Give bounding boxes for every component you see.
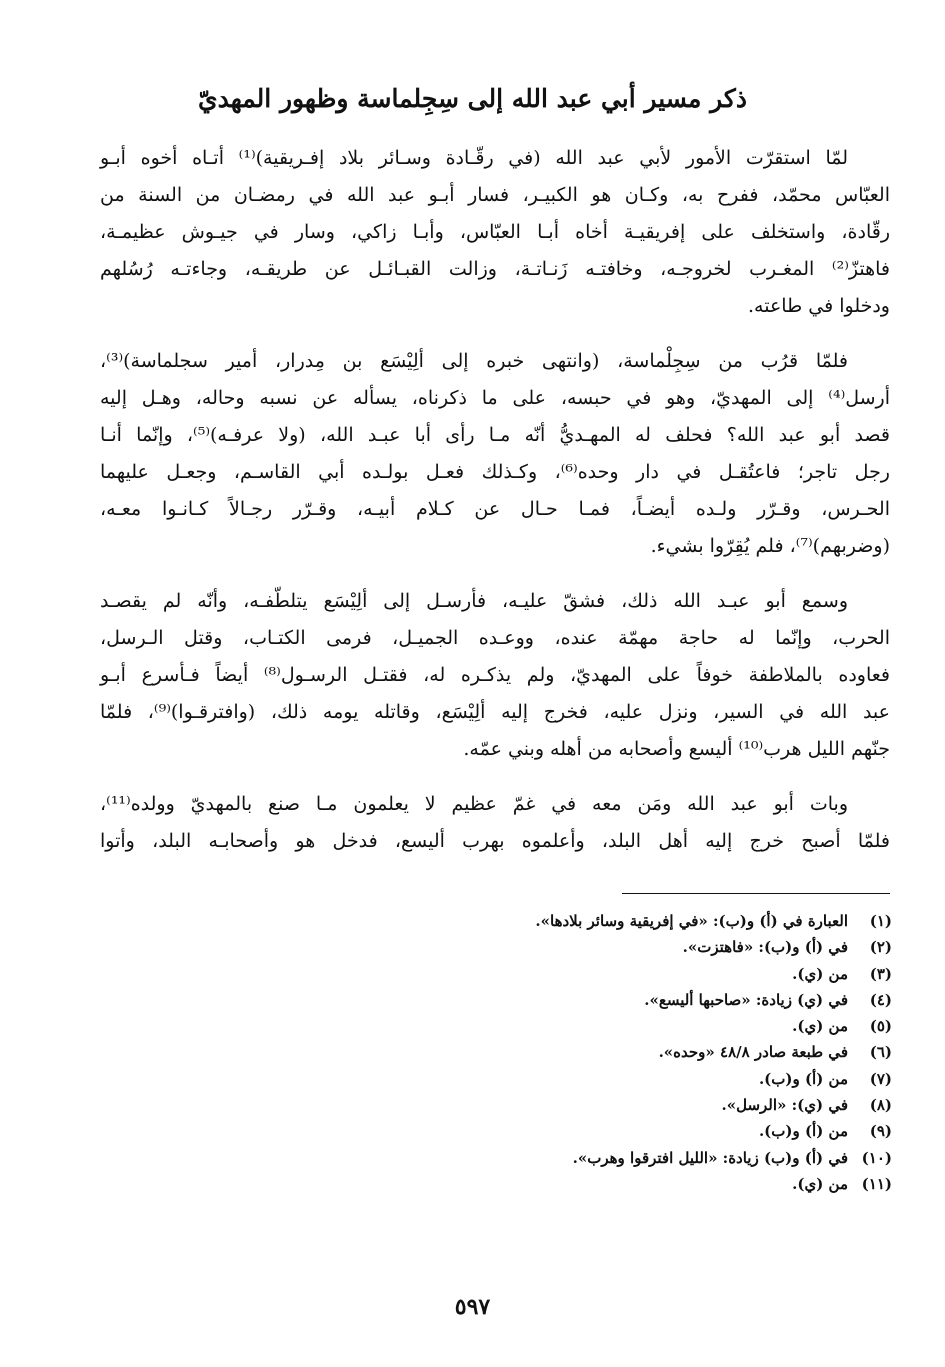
footnote-item: [440, 1013, 892, 1039]
text-line: العبّاس محمّد، ففرح به، وكـان هو الكبيـر، فسار أبـو عبد الله في رمضـان من السنة من: [100, 184, 890, 206]
text-line: قصد أبو عبد الله؟ فحلف له المهـديُّ أنّه مـا رأى أبا عبـد الله، (ولا عرفـه)⁽⁵⁾، وإنّما أنـا: [100, 424, 890, 446]
text-line: فلمّا قرُب من سِجِلْماسة، (وانتهى خبره إلى ألِيْسَع بن مِدرار، أمير سجلماسة)⁽³⁾،: [100, 350, 848, 372]
page-number: ٥٩٧: [454, 1294, 491, 1320]
text-line: وبات أبو عبد الله ومَن معه في غمّ عظيم لا يعلمون مـا صنع بالمهديّ وولده⁽¹¹⁾،: [100, 793, 848, 815]
footnote-item: [440, 1039, 892, 1065]
text-line: ودخلوا في طاعته.: [748, 295, 890, 317]
text-line: جنّهم الليل هرب⁽¹⁰⁾ أليسع وأصحابه من أهله وبني عمّه.: [463, 738, 890, 760]
footnote-number: (٧): [869, 1069, 892, 1088]
footnote-item: [440, 1092, 892, 1118]
footnote-item: [440, 934, 892, 960]
footnote-number: (٢): [869, 938, 892, 957]
paragraph-1: [100, 140, 890, 325]
footnote-number: (١٠): [861, 1148, 892, 1167]
footnote-text: في (أ) و(ب) زيادة: «الليل افترقوا وهرب».: [572, 1148, 848, 1167]
footnote-number: (٣): [869, 964, 892, 983]
footnotes: [440, 908, 892, 1197]
footnote-text: من (ي).: [792, 964, 848, 983]
text-line: الحـرس، وقـرّر ولـده أيضـاً، فمـا حـال عن كـلام أبيـه، وقـرّر رجـالاً كـانـوا معـه،: [100, 498, 890, 520]
footnote-number: (٤): [869, 990, 892, 1009]
text-line: عبد الله في السير، ونزل عليه، فخرج إليه ألِيْسَع، وقاتله يومه ذلك، (وافترقـوا)⁽⁹⁾، فلمّا: [100, 701, 890, 723]
text-line: الحرب، وإنّما له حاجة مهمّة عنده، ووعـده الجميـل، فرمى الكتـاب، وقتل الـرسل،: [100, 627, 890, 649]
footnote-item: [440, 961, 892, 987]
footnote-item: [440, 1118, 892, 1144]
footnote-item: [440, 1066, 892, 1092]
footnote-divider: [622, 893, 890, 894]
footnote-number: (١١): [861, 1174, 892, 1193]
text-line: رقّادة، واستخلف على إفريقيـة أخاه أبـا العبّاس، وأبـا زاكي، وسار في جيـوش عظيمـة،: [100, 221, 890, 243]
footnote-number: (٥): [869, 1017, 892, 1036]
page-title: ذكر مسير أبي عبد الله إلى سِجِلماسة وظهور المهديّ: [198, 84, 747, 113]
footnote-text: من (ي).: [792, 1174, 848, 1193]
footnote-number: (٩): [869, 1122, 892, 1141]
footnote-text: في طبعة صادر ٤٨/٨ «وحده».: [658, 1043, 848, 1062]
footnote-item: [440, 908, 892, 934]
footnote-text: العبارة في (أ) و(ب): «في إفريقية وسائر بلادها».: [535, 912, 848, 930]
footnote-text: في (أ) و(ب): «فاهتزت».: [682, 938, 848, 957]
footnote-item: [440, 1145, 892, 1171]
footnote-number: (١): [869, 912, 892, 930]
footnote-number: (٦): [869, 1043, 892, 1062]
footnote-text: من (أ) و(ب).: [758, 1069, 848, 1088]
text-line: فعاوده بالملاطفة خوفاً على المهديّ، ولم يذكـره له، فقتـل الرسـول⁽⁸⁾ أيضاً فـأسرع أبـو: [100, 664, 890, 686]
footnote-text: في (ي): «الرسل».: [721, 1096, 848, 1115]
footnote-item: [440, 1171, 892, 1197]
paragraph-3: [100, 583, 890, 768]
text-line: فلمّا أصبح خرج إليه أهل البلد، وأعلموه بهرب أليسع، فدخل هو وأصحابـه البلد، وأتوا: [100, 830, 890, 852]
text-line: رجل تاجر؛ فاعتُقـل في دار وحده⁽⁶⁾، وكـذلك فعـل بولـده أبي القاسـم، وجعـل عليهما: [100, 461, 890, 483]
text-line: لمّا استقرّت الأمور لأبي عبد الله (في رقّـادة وسـائر بلاد إفـريقية)⁽¹⁾ أتـاه أخوه أبـو: [100, 147, 849, 169]
paragraph-4: [100, 786, 890, 860]
paragraph-2: [100, 343, 890, 565]
footnote-item: [440, 987, 892, 1013]
footnote-text: من (أ) و(ب).: [758, 1122, 848, 1141]
text-line: وسمع أبو عبـد الله ذلك، فشقّ عليـه، فأرسـل إلى ألِيْسَع يتلطّفـه، وأنّه لم يقصـد: [100, 590, 848, 612]
main-text: [100, 140, 890, 878]
text-line: فاهتزّ⁽²⁾ المغـرب لخروجـه، وخافتـه زَنـاتـة، وزالت القبـائـل عن طريقـه، وجاءتـه رُسُلهم: [100, 258, 890, 280]
footnote-number: (٨): [869, 1096, 892, 1115]
footnote-text: في (ي) زيادة: «صاحبها أليسع».: [644, 990, 848, 1009]
text-line: (وضربهم)⁽⁷⁾، فلم يُقِرّوا بشيء.: [650, 535, 890, 557]
text-line: أرسل⁽⁴⁾ إلى المهديّ، وهو في حبسه، على ما ذكرناه، يسأله عن نسبه وحاله، وهـل إليه: [100, 387, 890, 409]
footnote-text: من (ي).: [792, 1017, 848, 1036]
